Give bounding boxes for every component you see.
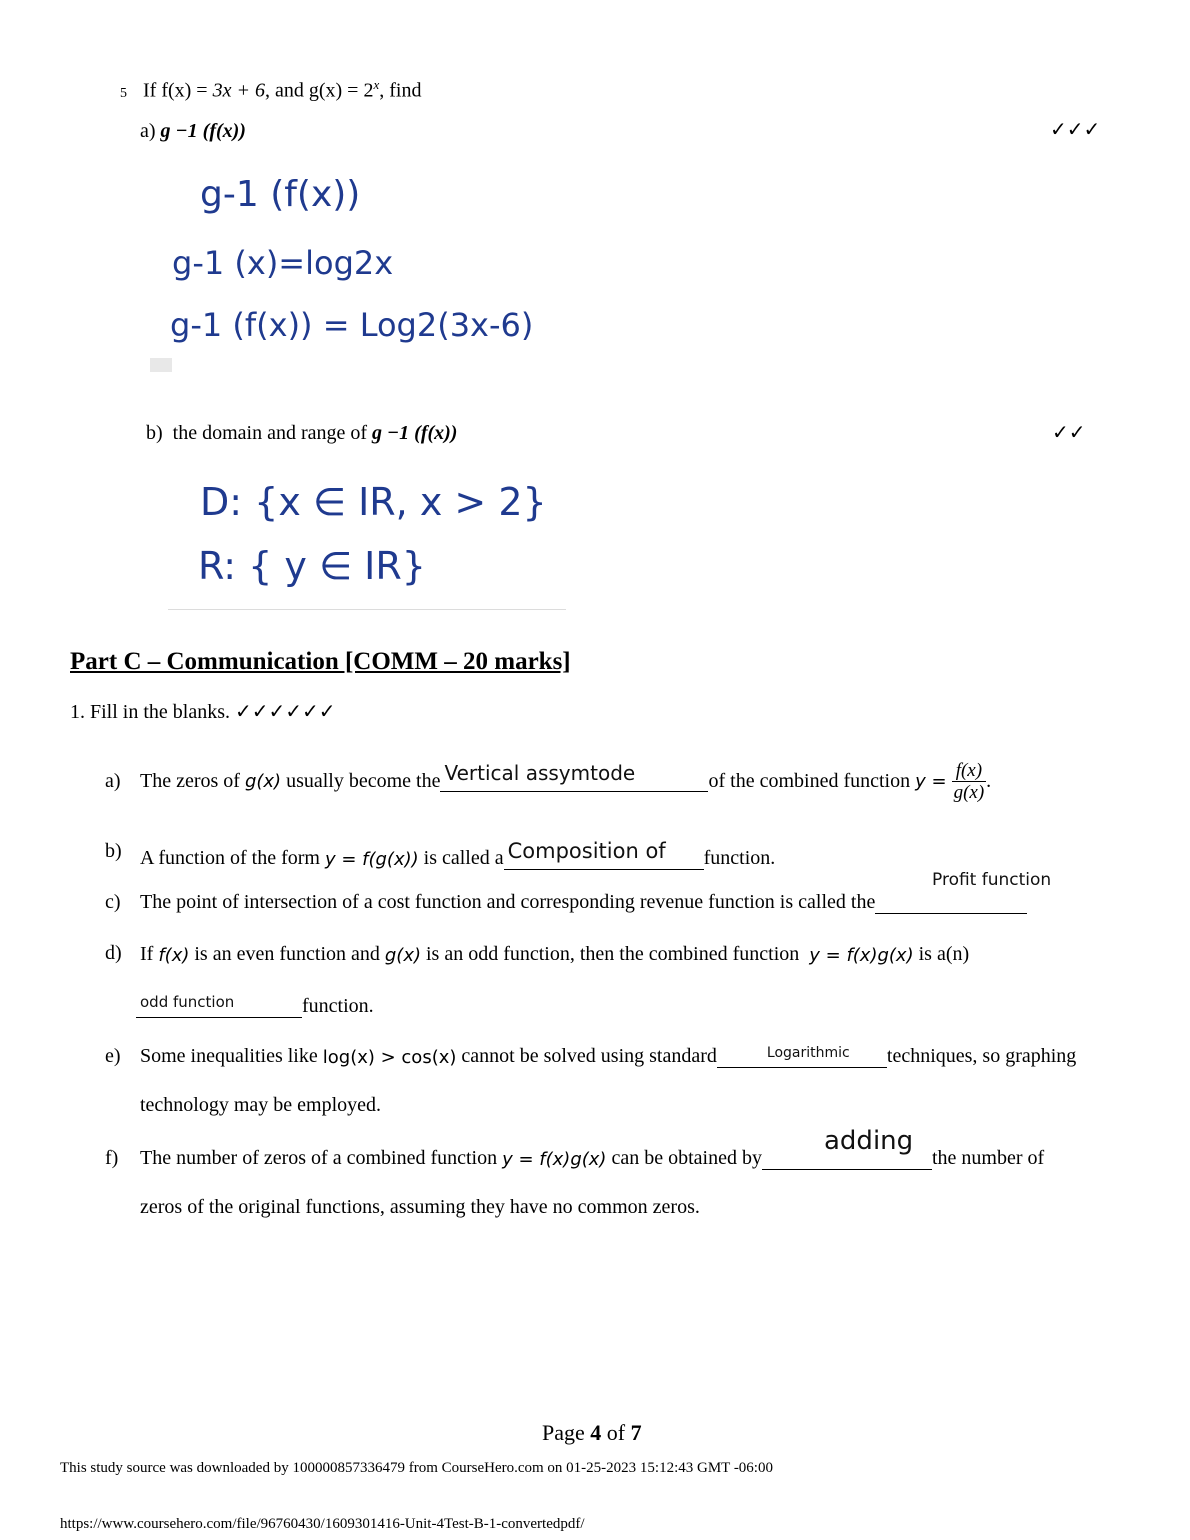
question-1-prompt: 1. Fill in the blanks. ✓✓✓✓✓✓	[70, 699, 336, 723]
scan-artifact	[150, 358, 172, 372]
item-a-fraction: $\frac{f(x)}{g(x)}$	[953, 759, 985, 803]
item-c-label: c)	[105, 891, 121, 913]
item-f-continuation: zeros of the original functions, assuming they have no common zeros.	[140, 1196, 700, 1218]
item-c-answer: Profit function	[932, 870, 1052, 890]
item-e-blank[interactable]	[717, 1047, 887, 1068]
item-f-answer: adding	[824, 1126, 914, 1156]
part-b-heading: b) the domain and range of g −1 (f(x))	[146, 422, 458, 444]
item-a-answer: Vertical assymtode	[444, 760, 636, 785]
domain-line: D: {x ∈ IR, x > 2}	[200, 480, 547, 524]
work-line-2: g-1 (x)=log2x	[172, 244, 394, 282]
item-b-blank[interactable]	[504, 839, 704, 870]
source-url[interactable]: https://www.coursehero.com/file/96760430/1609301416-Unit-4Test-B-1-convertedpdf/	[60, 1516, 585, 1532]
item-e-continuation: technology may be employed.	[140, 1094, 382, 1116]
item-f-label: f)	[105, 1147, 119, 1169]
source-notice: This study source was downloaded by 100000857336479 from CourseHero.com on 01-25-2023 15:12:43 GMT -06:00	[60, 1460, 773, 1476]
item-a-text: The zeros of g(x) usually become the Vertical assymtode of the combined function y = $\frac{f(x)}{g(x)}$ .	[140, 759, 992, 803]
item-d-answer: odd function	[140, 993, 235, 1011]
item-d-text: If f(x) is an even function and g(x) is an odd function, then the combined function y = f(x)g(x) is a(n)	[140, 943, 970, 966]
question-number: 5	[120, 85, 127, 101]
item-a-label: a)	[105, 770, 121, 792]
item-d-continuation: odd function function.	[136, 984, 374, 1018]
item-b-text: A function of the form y = f(g(x)) is called a Composition of function.	[140, 839, 776, 870]
work-line-1: g-1 (f(x))	[200, 174, 361, 215]
item-e-label: e)	[105, 1045, 121, 1067]
page-number: Page 4 of 7	[542, 1420, 642, 1445]
scan-edge	[168, 609, 566, 610]
item-a-blank[interactable]	[440, 760, 708, 792]
question-5-prompt: 5 If f(x) = 3x + 6, and $g(x) = 2^x$, find	[120, 77, 422, 102]
part-b-checkmarks: ✓✓	[1052, 420, 1086, 444]
item-c-blank[interactable]	[875, 893, 1027, 914]
item-c-text: The point of intersection of a cost function and corresponding revenue function is called the	[140, 880, 1027, 914]
item-b-label: b)	[105, 840, 122, 862]
range-line: R: { y ∈ IR}	[198, 544, 426, 588]
item-d-label: d)	[105, 942, 122, 964]
part-a-heading: a) g −1 (f(x))	[140, 120, 246, 142]
work-line-3: g-1 (f(x)) = Log2(3x-6)	[170, 306, 534, 344]
item-e-answer: Logarithmic	[766, 1045, 850, 1061]
part-c-title: Part C – Communication [COMM – 20 marks]	[70, 648, 571, 675]
item-d-blank[interactable]	[136, 993, 302, 1018]
part-a-checkmarks: ✓✓✓	[1050, 117, 1101, 141]
question-1-checkmarks: ✓✓✓✓✓✓	[235, 699, 336, 723]
item-b-answer: Composition of	[507, 839, 666, 863]
item-f-text: The number of zeros of a combined function y = f(x)g(x) can be obtained by the number of	[140, 1147, 1045, 1170]
item-e-text: Some inequalities like log(x) > cos(x) cannot be solved using standard Logarithmic techniques, so graphing	[140, 1045, 1077, 1068]
